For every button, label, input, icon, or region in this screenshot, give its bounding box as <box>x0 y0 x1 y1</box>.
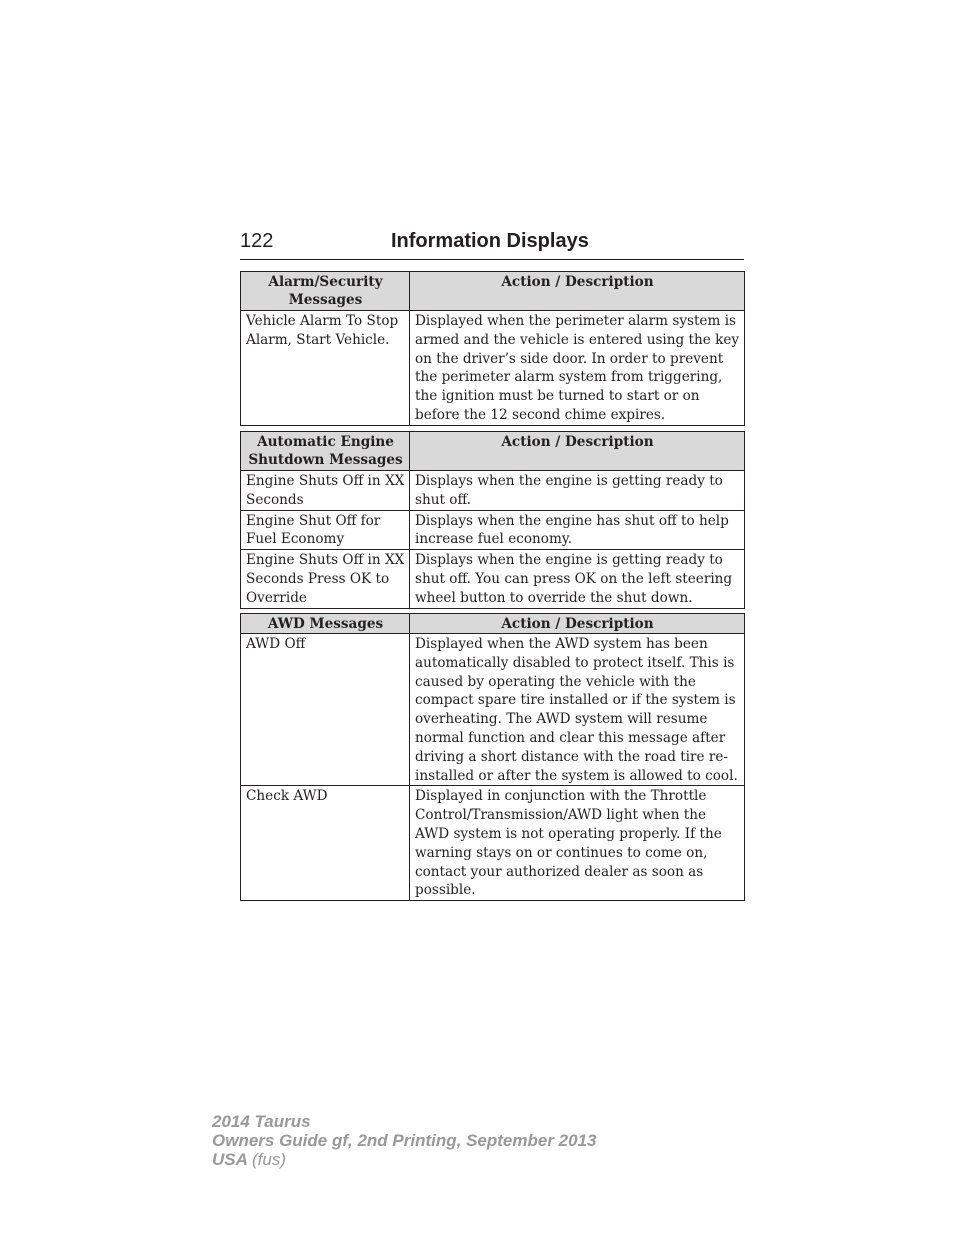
column-header-action: Action / Description <box>410 432 745 471</box>
table-row <box>241 634 745 786</box>
table-header-row <box>241 432 745 471</box>
page-footer <box>212 1112 596 1169</box>
message-cell: Engine Shuts Off in XX Seconds Press OK to Override <box>241 550 410 608</box>
message-cell: Check AWD <box>241 786 410 901</box>
table-row <box>241 786 745 901</box>
table-row <box>241 311 745 426</box>
column-header-messages: Alarm/Security Messages <box>241 272 410 311</box>
page-number: 122 <box>240 230 274 252</box>
message-cell: Engine Shut Off for Fuel Economy <box>241 510 410 550</box>
automatic-engine-shutdown-messages-table <box>240 431 745 609</box>
message-cell: AWD Off <box>241 634 410 786</box>
description-cell: Displays when the engine is getting ready to shut off. You can press OK on the left steering wheel button to override the shut down. <box>410 550 745 608</box>
table-header-row <box>241 614 745 634</box>
page-header <box>240 229 744 260</box>
table-header-row <box>241 272 745 311</box>
description-cell: Displayed when the AWD system has been automatically disabled to protect itself. This is caused by operating the vehicle with the compact spare tire installed or if the system is overheating. The AWD system will resume normal function and clear this message after driving a short distance with the road tire re-installed or after the system is allowed to cool. <box>410 634 745 786</box>
column-header-messages: Automatic Engine Shutdown Messages <box>241 432 410 471</box>
description-cell: Displayed in conjunction with the Throttle Control/Transmission/AWD light when the AWD system is not operating properly. If the warning stays on or continues to come on, contact your authorized dealer as soon as possible. <box>410 786 745 901</box>
footer-region <box>212 1150 596 1169</box>
footer-region-country: USA <box>212 1150 248 1169</box>
footer-region-code: (fus) <box>252 1150 286 1169</box>
table-row <box>241 550 745 608</box>
page-title: Information Displays <box>391 230 589 252</box>
message-cell: Engine Shuts Off in XX Seconds <box>241 471 410 511</box>
footer-edition: Owners Guide gf, 2nd Printing, September 2013 <box>212 1131 597 1150</box>
table-row <box>241 510 745 550</box>
footer-model: 2014 Taurus <box>212 1112 311 1131</box>
description-cell: Displayed when the perimeter alarm system is armed and the vehicle is entered using the key on the driver’s side door. In order to prevent the perimeter alarm system from triggering, the ignition must be turned to start or on before the 12 second chime expires. <box>410 311 745 426</box>
column-header-action: Action / Description <box>410 614 745 634</box>
alarm-security-messages-table <box>240 271 745 426</box>
awd-messages-table <box>240 613 745 901</box>
column-header-messages: AWD Messages <box>241 614 410 634</box>
message-cell: Vehicle Alarm To Stop Alarm, Start Vehicle. <box>241 311 410 426</box>
description-cell: Displays when the engine is getting ready to shut off. <box>410 471 745 511</box>
table-row <box>241 471 745 511</box>
column-header-action: Action / Description <box>410 272 745 311</box>
description-cell: Displays when the engine has shut off to help increase fuel economy. <box>410 510 745 550</box>
